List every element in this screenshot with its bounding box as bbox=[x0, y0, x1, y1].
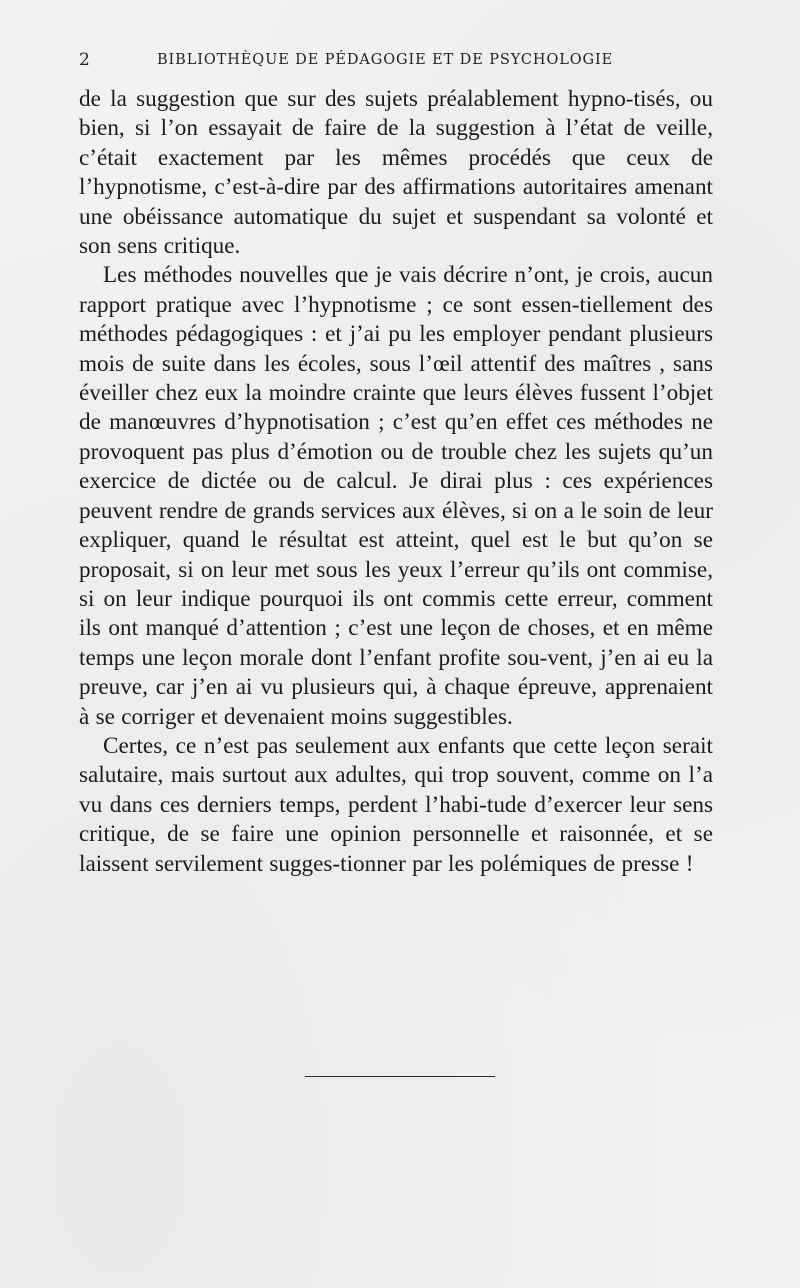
paragraph-conclusion: Certes, ce n’est pas seulement aux enfants que cette leçon serait salutaire, mais surtout aux adultes, qui trop souvent, comme on l’a vu dans ces derniers temps, perdent l’habi-tude d’exercer leur sens critique, de se faire une opinion personnelle et raisonnée, et se laissent servilement sugges-tionner par les polémiques de presse ! bbox=[79, 732, 713, 877]
paragraph-methods: Les méthodes nouvelles que je vais décrire n’ont, je crois, aucun rapport pratique avec l’hypnotisme ; ce sont essen-tiellement des méthodes pédagogiques : et j’ai pu les employer pendant plusieurs mois de suite dans les écoles, sous l’œil attentif des maîtres , sans éveiller chez eux la moindre crainte que leurs élèves fussent l’objet de manœuvres d’hypnotisation ; c’est qu’en effet ces méthodes ne provoquent pas plus d’émotion ou de trouble chez les sujets qu’un exercice de dictée ou de calcul. Je dirai plus : ces expériences peuvent rendre de grands services aux élèves, si on a le soin de leur expliquer, quand le résultat est atteint, quel est le but qu’on se proposait, si on leur met sous les yeux l’erreur qu’ils ont commise, si on leur indique pourquoi ils ont commis cette erreur, comment ils ont manqué d’attention ; c’est une leçon de choses, et en même temps une leçon morale dont l’enfant profite sou-vent, j’en ai eu la preuve, car j’en ai vu plusieurs qui, à chaque épreuve, apprenaient à se corriger et devenaient moins suggestibles. bbox=[79, 262, 713, 730]
paragraph-continued: de la suggestion que sur des sujets préalablement hypno-tisés, ou bien, si l’on essayait de faire de la suggestion à l’état de veille, c’était exactement par les mêmes procédés que ceux de l’hypnotisme, c’est-à-dire par des affirmations autoritaires amenant une obéissance automatique du sujet et suspendant sa volonté et son sens critique. bbox=[79, 86, 713, 260]
page-number: 2 bbox=[79, 50, 91, 70]
section-end-rule bbox=[305, 1076, 495, 1077]
page-header bbox=[79, 50, 719, 74]
running-title: BIBLIOTHÈQUE DE PÉDAGOGIE ET DE PSYCHOLOGIE bbox=[157, 52, 614, 68]
body-text bbox=[79, 85, 713, 879]
